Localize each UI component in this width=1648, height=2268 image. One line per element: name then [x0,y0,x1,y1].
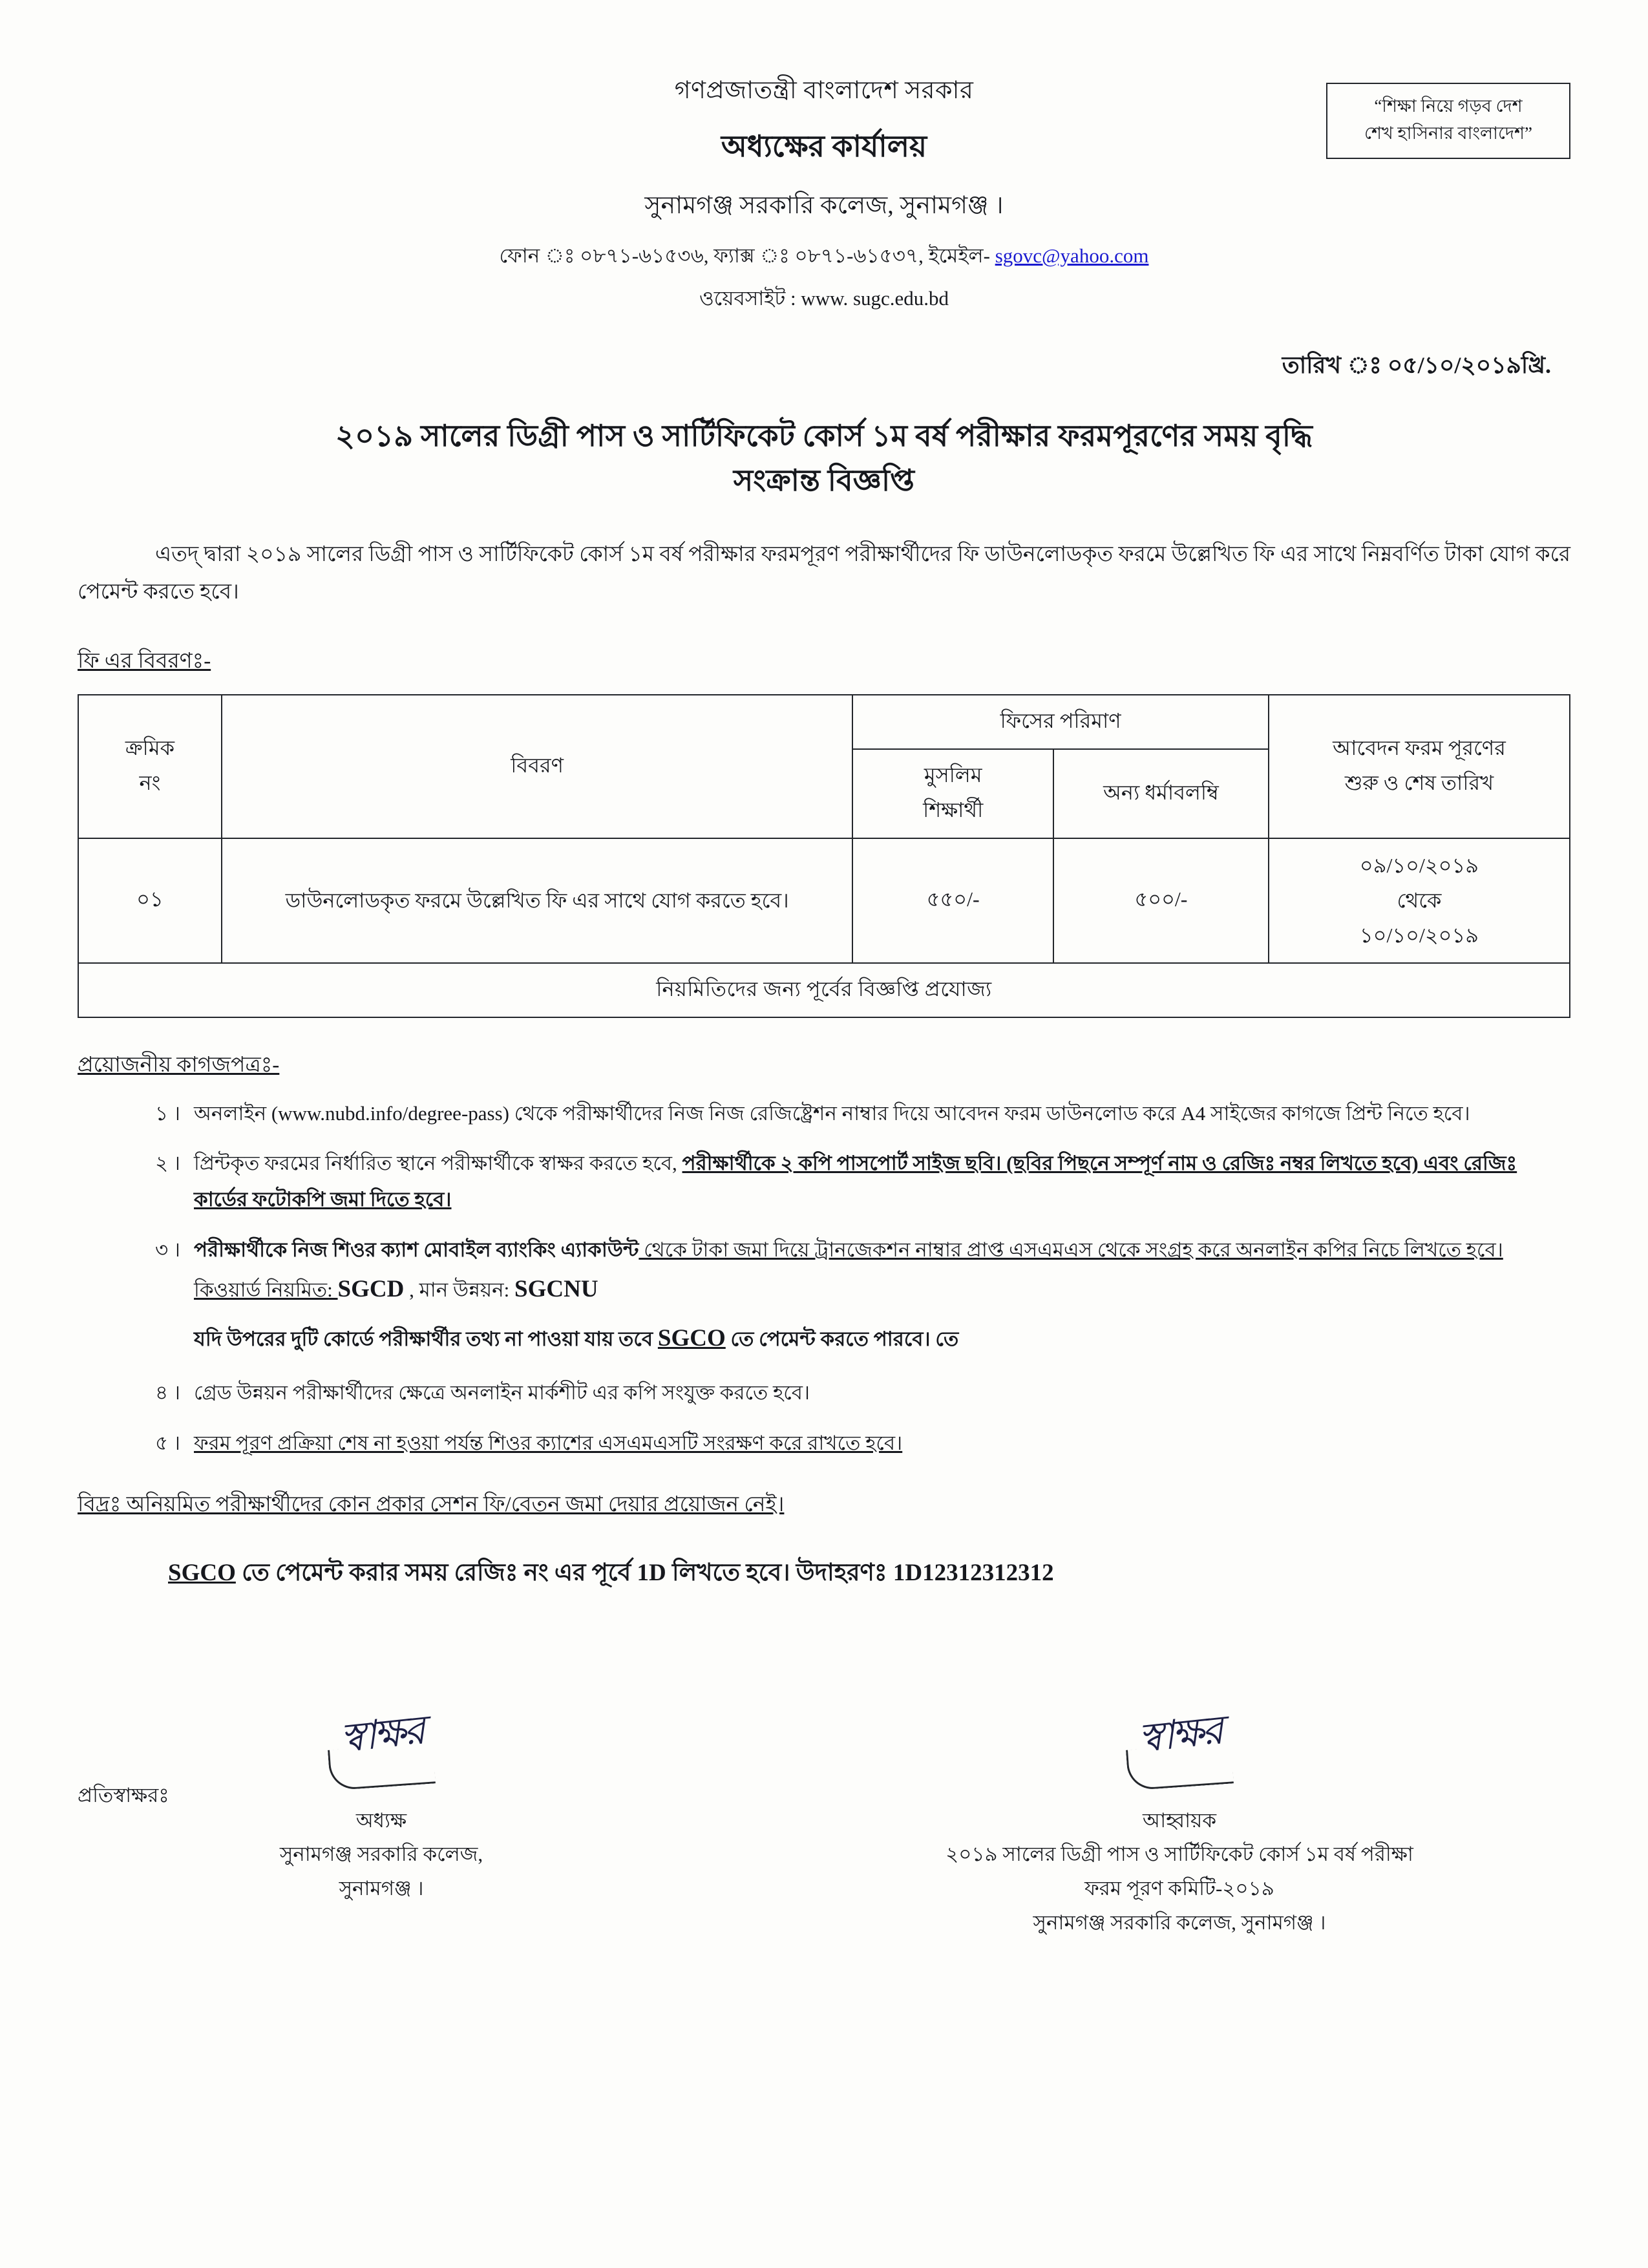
header-muslim-line1: মুসলিম [924,763,982,787]
header-dates [1269,695,1570,838]
signature-flourish [328,1743,436,1790]
item-text-mid: , মান উন্নয়ন: [404,1278,515,1301]
email-link[interactable]: sgovc@yahoo.com [995,244,1149,267]
keyword-sgcd: SGCD [337,1275,405,1302]
header-amount-group: ফিসের পরিমাণ [852,695,1269,749]
list-item [78,1096,1570,1132]
signature-mark: স্বাক্ষর [337,1706,425,1762]
item-subline-tail: তে পেমেন্ট করতে পারবে। তে [725,1328,959,1351]
principal-college: সুনামগঞ্জ সরকারি কলেজ, [279,1843,483,1866]
signature-convener [840,1704,1519,1940]
document-body [78,71,1570,1982]
sgco-text-2: লিখতে হবে। উদাহরণঃ [666,1559,893,1586]
special-note: বিদ্রঃ অনিয়মিত পরীক্ষার্থীদের কোন প্রকার সেশন ফি/বেতন জমা দেয়ার প্রয়োজন নেই। [78,1492,785,1516]
title-line-1: ২০১৯ সালের ডিগ্রী পাস ও সার্টিফিকেট কোর্স ১ম বর্ষ পরীক্ষার ফরমপূরণের সময় বৃদ্ধি [335,419,1313,452]
office-name: অধ্যক্ষের কার্যালয় [721,130,927,163]
header-dates-line1: আবেদন ফরম পূরণের [1333,736,1506,759]
countersign-label: প্রতিস্বাক্ষরঃ [78,1783,169,1807]
list-item [78,1232,1570,1361]
cell-serial: ০১ [78,838,222,963]
item-number: ২ । [155,1152,180,1175]
cell-description: ডাউনলোডকৃত ফরমে উল্লেখিত ফি এর সাথে যোগ করতে হবে। [222,838,852,963]
header-dates-line2: শুরু ও শেষ তারিখ [1344,770,1494,794]
phone-fax-label: ফোন ঃ ০৮৭১-৬১৫৩৬, ফ্যাক্স ঃ ০৮৭১-৬১৫৩৭, ইমেইল- [499,244,995,267]
item-text-bold: পরীক্ষার্থীকে নিজ শিওর ক্যাশ মোবাইল ব্যাংকিং এ্যাকাউন্ট [194,1238,639,1262]
contact-line [78,240,1570,274]
signature-area [78,1678,1570,1982]
table-banner-row [78,963,1570,1017]
item-number: ৩ । [155,1238,180,1262]
header-other-religion: অন্য ধর্মাবলম্বি [1053,749,1269,838]
signature-caption [226,1804,536,1906]
header-muslim [852,749,1053,838]
header-serial [78,695,222,838]
signature-caption [840,1804,1519,1940]
convener-title: আহ্বায়ক [1142,1808,1217,1832]
header-serial-line1: ক্রমিক [125,736,174,759]
convener-committee: ফরম পূরণ কমিটি-২০১৯ [1084,1877,1274,1900]
item-number: ৫ । [155,1431,180,1454]
signature-principal [226,1704,536,1906]
header-serial-line2: নং [139,770,161,794]
table-row [78,838,1570,963]
signature-mark: স্বাক্ষর [1136,1706,1223,1762]
requirements-list [78,1096,1570,1461]
item-subline [194,1317,1570,1361]
principal-location: সুনামগঞ্জ । [339,1877,424,1900]
item-text: ফরম পূরণ প্রক্রিয়া শেষ না হওয়া পর্যন্ত শিওর ক্যাশের এসএমএসটি সংরক্ষণ করে রাখতে হবে। [194,1431,903,1454]
sgco-prefix-1d: 1D [637,1559,666,1586]
item-text: প্রিন্টকৃত ফরমের নির্ধারিত স্থানে পরীক্ষার্থীকে স্বাক্ষর করতে হবে, [194,1152,682,1175]
item-text: থেকে টাকা জমা দিয়ে ট্রানজেকশন নাম্বার প্রাপ্ত এসএমএস থেকে সংগ্রহ করে অনলাইন কপির নিচে লিখতে হবে। কিওয়ার্ড নিয়মিত: [194,1238,1503,1301]
list-item [78,1375,1570,1411]
signature-flourish [1126,1743,1234,1790]
cell-dates [1269,838,1570,963]
page-title [78,414,1570,503]
item-text: অনলাইন (www.nubd.info/degree-pass) থেকে পরীক্ষার্থীদের নিজ নিজ রেজিষ্ট্রেশন নাম্বার দিয়ে আবেদন ফরম ডাউনলোড করে A4 সাইজের কাগজে প্রিন্ট নিতে হবে। [194,1101,1470,1125]
cell-muslim-fee: ৫৫০/- [852,838,1053,963]
sgco-keyword: SGCO [168,1559,236,1586]
cell-date-end: ১০/১০/২০১৯ [1359,924,1479,948]
cell-other-fee: ৫০০/- [1053,838,1269,963]
header-muslim-line2: শিক্ষার্থী [923,798,984,821]
website-line: ওয়েবসাইট : www. sugc.edu.bd [699,287,949,310]
govt-name: গণপ্রজাতন্ত্রী বাংলাদেশ সরকার [674,77,974,104]
item-number: ৪ । [155,1381,180,1404]
keyword-sgco: SGCO [657,1325,726,1352]
fee-section-heading: ফি এর বিবরণঃ- [78,649,211,673]
slogan-line-1: “শিক্ষা নিয়ে গড়ব দেশ [1374,96,1523,116]
convener-college: সুনামগঞ্জ সরকারি কলেজ, সুনামগঞ্জ । [1033,1911,1326,1934]
list-item [78,1145,1570,1218]
title-line-2: সংক্রান্ত বিজ্ঞপ্তি [733,464,915,497]
college-name: সুনামগঞ্জ সরকারি কলেজ, সুনামগঞ্জ । [644,192,1004,219]
item-subline-text: যদি উপরের দুটি কোর্ডে পরীক্ষার্থীর তথ্য না পাওয়া যায় তবে [194,1328,658,1351]
cell-date-start: ০৯/১০/২০১৯ [1359,853,1479,877]
fee-table [78,694,1570,1018]
keyword-sgcnu: SGCNU [514,1275,598,1302]
sgco-instruction [78,1553,1570,1594]
item-text: গ্রেড উন্নয়ন পরীক্ষার্থীদের ক্ষেত্রে অনলাইন মার্কশীট এর কপি সংযুক্ত করতে হবে। [194,1381,810,1404]
requirements-heading: প্রয়োজনীয় কাগজপত্রঃ- [78,1053,280,1077]
banner-text: নিয়মিতিদের জন্য পূর্বের বিজ্ঞপ্তি প্রযোজ্য [78,963,1570,1017]
table-header-row [78,695,1570,749]
sgco-text-1: তে পেমেন্ট করার সময় রেজিঃ নং এর পূর্বে [235,1559,637,1586]
sgco-example: 1D12312312312 [893,1559,1054,1586]
slogan-line-2: শেখ হাসিনার বাংলাদেশ” [1364,123,1532,143]
slogan-box [1326,83,1570,159]
item-number: ১ । [155,1101,180,1125]
list-item [78,1425,1570,1461]
header-description: বিবরণ [222,695,852,838]
convener-exam: ২০১৯ সালের ডিগ্রী পাস ও সার্টিফিকেট কোর্স ১ম বর্ষ পরীক্ষা [945,1843,1413,1866]
cell-date-middle: থেকে [1397,888,1442,912]
principal-title: অধ্যক্ষ [355,1808,407,1832]
intro-paragraph: এতদ্‌ দ্বারা ২০১৯ সালের ডিগ্রী পাস ও সার্টিফিকেট কোর্স ১ম বর্ষ পরীক্ষার ফরমপূরণ পরীক্ষার্থীদের ফি ডাউনলোডকৃত ফরমে উল্লেখিত ফি এর সাথে নিম্নবর্ণিত টাকা যোগ করে পেমেন্ট করতে হবে। [78,543,1570,604]
notice-date: তারিখ ঃ ০৫/১০/২০১৯খ্রি. [1282,352,1551,378]
item-text-emphasis: পরীক্ষার্থীকে ২ কপি পাসপোর্ট সাইজ ছবি। (ছবির পিছনে সম্পূর্ণ নাম ও রেজিঃ নম্বর লিখতে হবে) এবং রেজিঃ কার্ডের ফটোকপি জমা দিতে হবে। [194,1152,1517,1211]
